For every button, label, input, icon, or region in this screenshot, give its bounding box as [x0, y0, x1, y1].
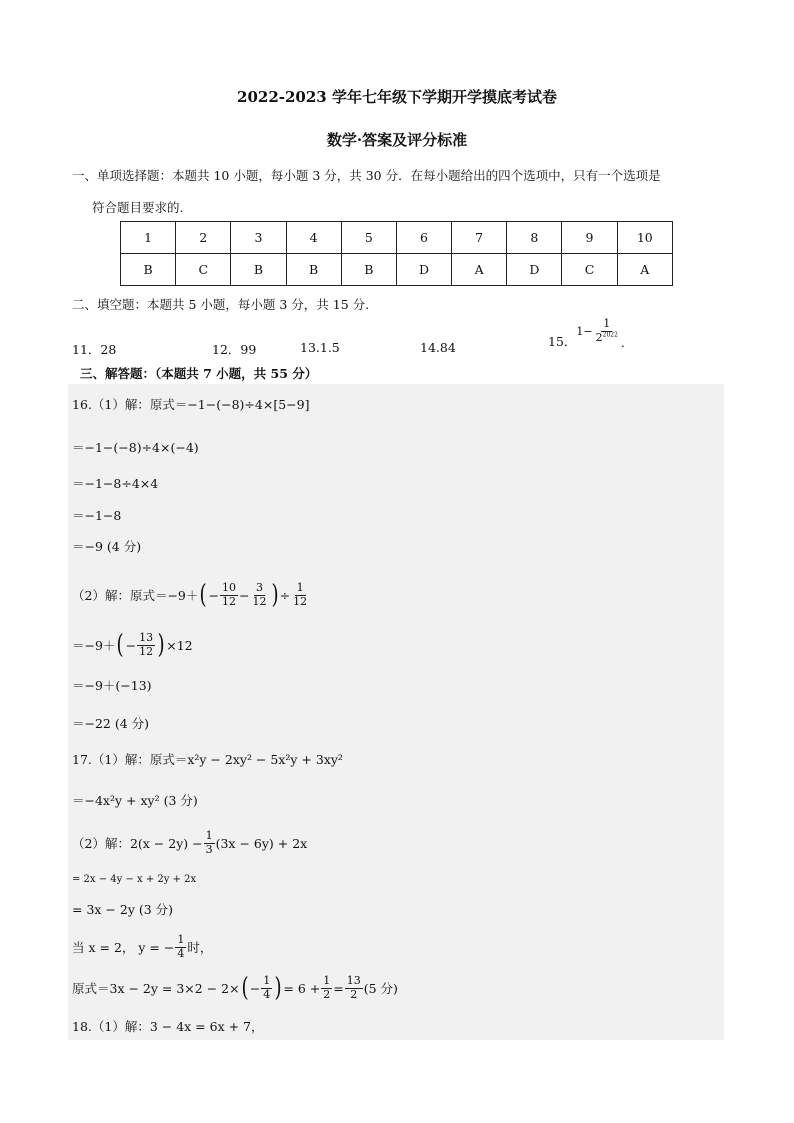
solution-16-2-line2: ＝−9＋ ( − $\frac{13}{12}$ ) ×12 — [72, 630, 193, 660]
solution-16-1-line2: ＝−1−(−8)÷4×(−4) — [72, 440, 199, 455]
section1-heading-line2: 符合题目要求的. — [92, 200, 184, 215]
solution-16-1-line5: ＝−9 (4 分) — [72, 539, 142, 554]
answer-cell: A — [617, 254, 672, 286]
fraction-denominator: 2 — [350, 987, 358, 1001]
fraction — [220, 582, 238, 608]
fill-answer-12: 12．99 — [212, 342, 257, 357]
solution-17-2-line5: 原式＝3x − 2y = 3×2 − 2× ( − $\frac{1}{4}$ ) = 6 + $\frac{1}{2}$ = $\frac{13}{2}$ (5 分) — [72, 973, 398, 1003]
fraction-numerator: 13 — [346, 973, 361, 987]
fraction-numerator: 3 — [256, 580, 264, 594]
answer-cell: C — [176, 254, 231, 286]
fraction — [175, 934, 186, 960]
fraction-numerator: 13 — [139, 630, 154, 644]
answer-cell: B — [286, 254, 341, 286]
fraction-denominator: 2 — [323, 987, 331, 1001]
question-number-cell: 7 — [452, 222, 507, 254]
fraction — [251, 582, 269, 608]
answer-table — [120, 221, 673, 286]
answer-table-answer-row — [121, 254, 673, 286]
question-number-cell: 3 — [231, 222, 286, 254]
fraction-numerator: 1 — [177, 932, 185, 946]
solution-17-2-line4 — [72, 930, 212, 964]
fraction-numerator: 1 — [263, 973, 271, 987]
math-text: = 6 + — [283, 980, 321, 996]
question-number-cell: 1 — [121, 222, 176, 254]
fraction-denominator: 2 — [595, 330, 603, 344]
math-text: 当 x = 2， y = − — [72, 940, 175, 955]
fraction-denominator: 12 — [222, 594, 237, 608]
math-text: 16.（1）解：原式＝−1− — [72, 397, 217, 412]
solution-16-1-line3: ＝−1−8÷4×4 — [72, 476, 159, 491]
fraction-denominator: 4 — [177, 946, 185, 960]
math-text: ＝−9＋ — [72, 638, 116, 653]
fraction — [204, 830, 215, 856]
fraction-exponent: 2022 — [602, 330, 618, 338]
solution-17-1-line2: ＝−4x²y + xy² (3 分) — [72, 793, 198, 808]
solution-17-2-line2: = 2x − 4y − x + 2y + 2x — [72, 873, 197, 885]
solution-16-1-line1 — [72, 391, 309, 417]
solution-17-1-line1: 17.（1）解：原式＝x²y − 2xy² − 5x²y + 3xy² — [72, 752, 343, 767]
question-number-cell: 6 — [396, 222, 451, 254]
solution-16-2-line1: （2）解：原式＝−9＋ ( − $\frac{10}{12}$ − $\frac{3}{12}$ ) ÷ $\frac{1}{12}$ — [72, 580, 308, 610]
fraction-numerator: 1 — [603, 317, 611, 330]
question-number-cell: 4 — [286, 222, 341, 254]
answer-cell: D — [507, 254, 562, 286]
math-text: （2）解：原式＝−9＋ — [72, 588, 199, 603]
fill-answer-11: 11．28 — [72, 342, 117, 357]
answer-cell: D — [396, 254, 451, 286]
question-number-cell: 5 — [341, 222, 396, 254]
math-text: 原式＝3x − 2y = 3×2 − 2× — [72, 981, 240, 996]
fraction-denominator: 12 — [293, 594, 308, 608]
answer-cell: A — [452, 254, 507, 286]
fill-answer-14: 14.84 — [420, 340, 456, 355]
solution-17-2-line3: = 3x − 2y (3 分) — [72, 902, 174, 917]
fill-answer-15-end: . — [620, 335, 625, 351]
fraction — [137, 632, 155, 658]
fraction — [321, 975, 332, 1001]
answer-cell: B — [121, 254, 176, 286]
fraction-numerator: 1 — [205, 828, 213, 842]
solution-16-1-line4: ＝−1−8 — [72, 508, 122, 523]
question-number-cell: 8 — [507, 222, 562, 254]
solution-16-2-line4: ＝−22 (4 分) — [72, 716, 150, 731]
solution-18-1-line1: 18.（1）解：3 − 4x = 6x + 7， — [72, 1019, 264, 1034]
fraction — [345, 975, 363, 1001]
math-text: (3x − 6y) + 2x — [215, 835, 308, 851]
fraction-denominator: 12 — [139, 644, 154, 658]
question-number-cell: 10 — [617, 222, 672, 254]
math-text: (−8)÷4× — [216, 396, 274, 412]
fraction-denominator: 12 — [252, 594, 267, 608]
fraction — [261, 975, 272, 1001]
fraction-denominator: 3 — [205, 842, 213, 856]
answer-cell: C — [562, 254, 617, 286]
solution-17-2-line1 — [72, 826, 307, 860]
math-text: 时， — [187, 940, 213, 955]
fraction-numerator: 1 — [323, 973, 331, 987]
fraction — [291, 582, 309, 608]
question-number-cell: 2 — [176, 222, 231, 254]
question-number-cell: 9 — [562, 222, 617, 254]
section1-heading-line1: 一、单项选择题：本题共 10 小题，每小题 3 分，共 30 分．在每小题给出的四个选项中，只有一个选项是 — [72, 168, 661, 183]
fill-answer-15-lead: 1− — [576, 324, 593, 338]
fraction-denominator: 4 — [263, 987, 271, 1001]
section2-heading: 二、填空题：本题共 5 小题，每小题 3 分，共 15 分. — [72, 297, 370, 312]
math-text: [5−9] — [273, 396, 310, 412]
answer-cell: B — [341, 254, 396, 286]
solution-16-2-line3: ＝−9＋(−13) — [72, 678, 152, 693]
fill-answer-15-fraction — [594, 318, 620, 344]
fill-answer-15 — [548, 318, 625, 350]
page-title: 2022-2023 学年七年级下学期开学摸底考试卷 — [237, 88, 557, 106]
fraction-numerator: 10 — [222, 580, 237, 594]
page-subtitle: 数学·答案及评分标准 — [326, 131, 468, 149]
math-text: ÷ — [279, 587, 291, 603]
math-text: ×12 — [166, 637, 193, 653]
fill-answer-13: 13.1.5 — [300, 340, 340, 355]
fraction-numerator: 1 — [296, 580, 304, 594]
math-text: (5 分) — [363, 981, 398, 996]
math-text: = — [333, 980, 344, 996]
answer-cell: B — [231, 254, 286, 286]
section3-heading: 三、解答题：（本题共 7 小题，共 55 分） — [80, 366, 318, 381]
answer-table-number-row — [121, 222, 673, 254]
math-text: （2）解：2(x − 2y) − — [72, 836, 203, 851]
fill-answer-15-prefix: 15． — [548, 334, 577, 350]
